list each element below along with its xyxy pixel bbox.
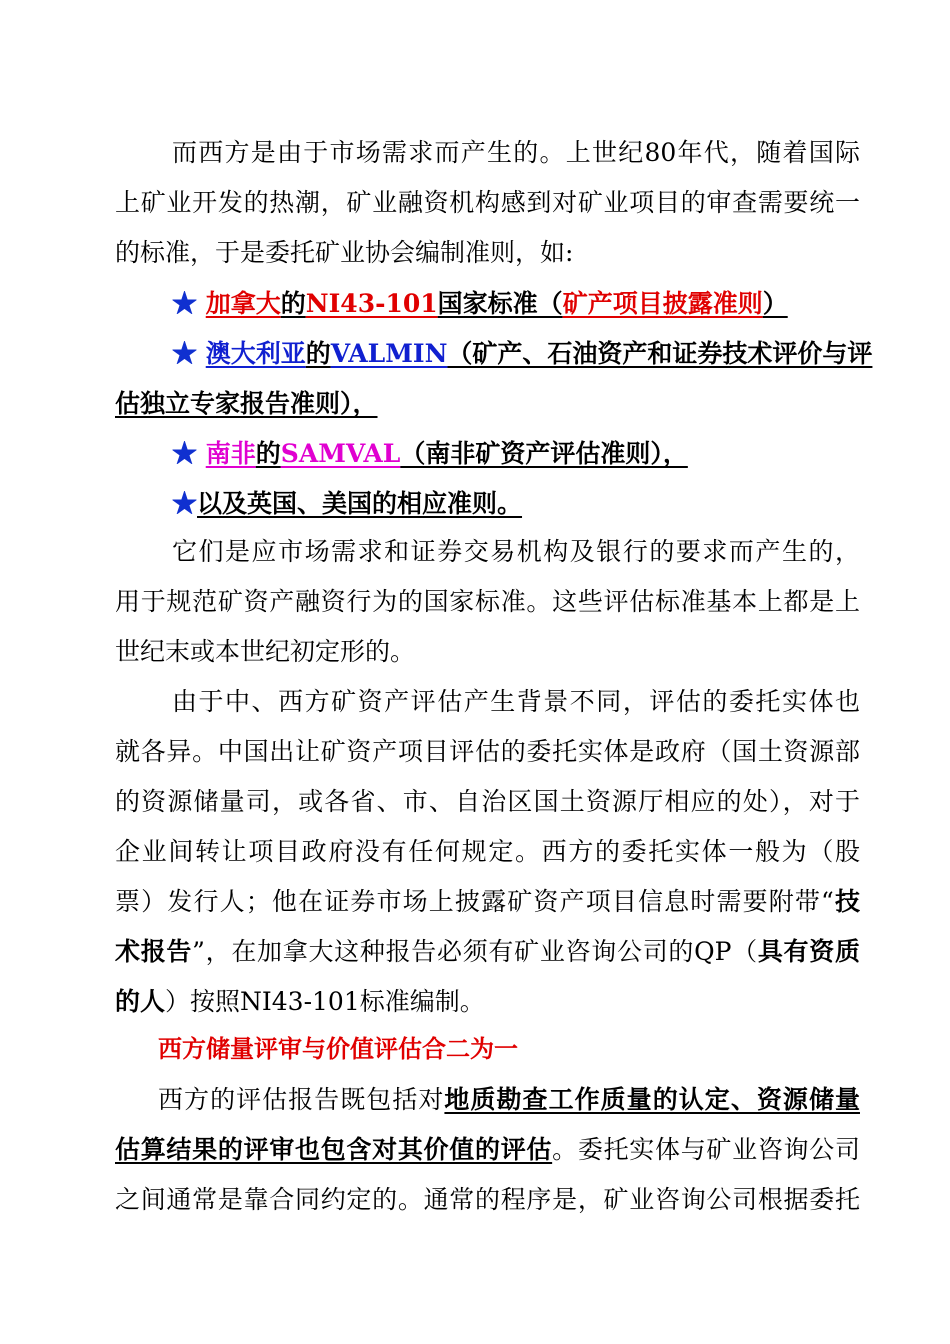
star-icon: ★ [172, 489, 198, 518]
southafrica-de: 的 [255, 439, 281, 468]
para1-line2: 上矿业开发的热潮，矿业融资机构感到对矿业项目的审查需要统一 [115, 188, 860, 217]
canada-std: 国家标准（ [437, 289, 563, 318]
para3-line6-bold1: 术报告 [115, 937, 193, 966]
australia-rest1: （矿产、石油资产和证券技术评价与评 [447, 339, 873, 368]
para4-line2-bold: 估算结果的评审也包含对其价值的评估 [115, 1135, 553, 1164]
australia-country: 澳大利亚 [205, 339, 306, 368]
para3-line7 [115, 977, 860, 1027]
para3-line1: 由于中、西方矿资产评估产生背景不同，评估的委托实体也 [172, 687, 860, 716]
bullet-australia [172, 329, 873, 379]
para4-line3: 之间通常是靠合同约定的。通常的程序是，矿业咨询公司根据委托 [115, 1185, 860, 1214]
bullet-others [172, 479, 860, 529]
para2-line1: 它们是应市场需求和证券交易机构及银行的要求而产生的， [172, 537, 860, 566]
australia-code: VALMIN [330, 339, 448, 368]
others-text: 以及英国、美国的相应准则。 [197, 489, 523, 518]
canada-close: ） [762, 289, 788, 318]
para3-line5 [115, 877, 860, 927]
para4-line1-bold: 地质勘查工作质量的认定、资源储量 [444, 1085, 860, 1114]
section-heading: 西方储量评审与价值评估合二为一 [158, 1035, 518, 1063]
para3-line7-bold: 的人 [115, 987, 166, 1016]
canada-country: 加拿大 [205, 289, 281, 318]
para3-line3: 的资源储量司，或各省、市、自治区国土资源厅相应的处），对于 [115, 787, 860, 816]
para3-line2: 就各异。中国出让矿资产项目评估的委托实体是政府（国土资源部 [115, 737, 860, 766]
star-icon: ★ [172, 289, 198, 318]
para2-line3: 世纪末或本世纪初定形的。 [115, 637, 416, 666]
para3-line6-text: ”，在加拿大这种报告必须有矿业咨询公司的QP（ [192, 937, 758, 966]
para1-line3: 的标准，于是委托矿业协会编制准则，如: [115, 238, 574, 267]
para3-line4: 企业间转让项目政府没有任何规定。西方的委托实体一般为（股 [115, 837, 860, 866]
southafrica-code: SAMVAL [280, 439, 401, 468]
para1-line1: 而西方是由于市场需求而产生的。上世纪80年代，随着国际 [172, 138, 860, 167]
star-icon: ★ [172, 339, 198, 368]
bullet-australia-cont [115, 379, 860, 429]
para4-line2 [115, 1125, 860, 1175]
para2-line2: 用于规范矿资产融资行为的国家标准。这些评估标准基本上都是上 [115, 587, 860, 616]
southafrica-country: 南非 [205, 439, 256, 468]
para4-line1 [158, 1075, 860, 1125]
para3-line6-bold2: 具有资质 [757, 937, 860, 966]
para3-line7-text: ）按照NI43-101标准编制。 [165, 987, 485, 1016]
para3-line5-bold: 技 [833, 887, 860, 916]
para4-line2-text: 。委托实体与矿业咨询公司 [552, 1135, 860, 1164]
star-icon: ★ [172, 439, 198, 468]
canada-de: 的 [280, 289, 306, 318]
bullet-canada [172, 279, 860, 329]
canada-name: 矿产项目披露准则 [562, 289, 763, 318]
australia-rest2: 估独立专家报告准则）， [115, 389, 378, 418]
para3-line5-text: 票）发行人；他在证券市场上披露矿资产项目信息时需要附带“ [115, 887, 834, 916]
para3-line6 [115, 927, 860, 977]
australia-de: 的 [305, 339, 331, 368]
bullet-southafrica [172, 429, 860, 479]
canada-code: NI43-101 [305, 289, 438, 318]
southafrica-rest: （南非矿资产评估准则）， [400, 439, 688, 468]
para4-line1-text: 西方的评估报告既包括对 [158, 1085, 445, 1114]
